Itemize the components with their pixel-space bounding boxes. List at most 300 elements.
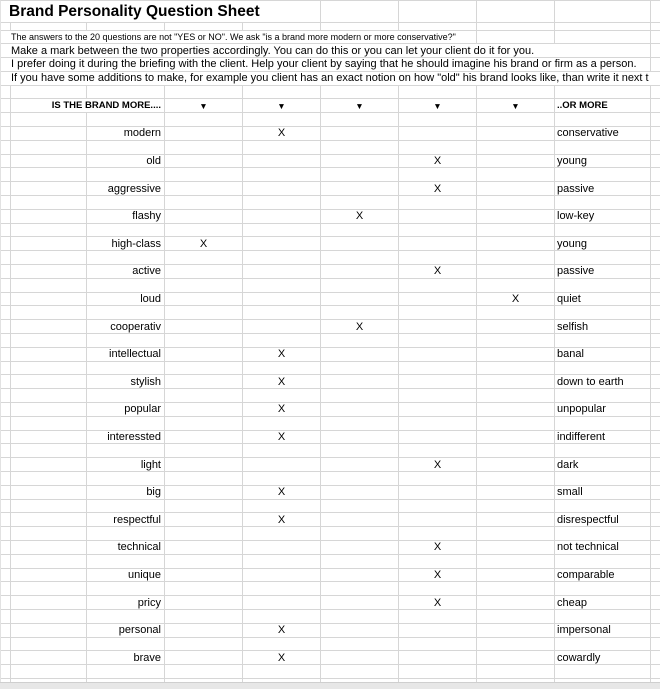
mark-empty-cell[interactable] [399, 210, 477, 223]
empty-cell[interactable] [399, 141, 477, 154]
mark-cell[interactable]: X [399, 541, 477, 554]
empty-cell[interactable] [165, 168, 243, 181]
empty-cell[interactable] [477, 417, 555, 430]
empty-cell[interactable] [399, 251, 477, 264]
empty-cell[interactable] [1, 582, 11, 595]
empty-cell[interactable] [87, 582, 165, 595]
empty-cell[interactable] [321, 224, 399, 237]
mark-empty-cell[interactable] [243, 293, 321, 306]
empty-cell[interactable] [1, 362, 11, 375]
empty-cell[interactable] [651, 31, 660, 44]
empty-cell[interactable] [11, 279, 87, 292]
empty-cell[interactable] [651, 58, 660, 71]
empty-cell[interactable] [165, 610, 243, 623]
empty-cell[interactable] [651, 638, 660, 651]
empty-cell[interactable] [555, 362, 651, 375]
empty-cell[interactable] [87, 306, 165, 319]
mark-cell[interactable]: X [243, 348, 321, 361]
empty-cell[interactable] [87, 168, 165, 181]
empty-cell[interactable] [555, 334, 651, 347]
mark-empty-cell[interactable] [165, 624, 243, 637]
mark-empty-cell[interactable] [477, 155, 555, 168]
empty-cell[interactable] [477, 86, 555, 99]
mark-empty-cell[interactable] [243, 596, 321, 609]
empty-cell[interactable] [165, 86, 243, 99]
mark-empty-cell[interactable] [165, 569, 243, 582]
empty-cell[interactable] [399, 417, 477, 430]
empty-cell[interactable] [399, 306, 477, 319]
mark-empty-cell[interactable] [165, 403, 243, 416]
empty-cell[interactable] [243, 168, 321, 181]
empty-cell[interactable] [1, 555, 11, 568]
empty-cell[interactable] [399, 334, 477, 347]
mark-empty-cell[interactable] [165, 651, 243, 664]
empty-cell[interactable] [87, 113, 165, 126]
mark-empty-cell[interactable] [321, 127, 399, 140]
empty-cell[interactable] [651, 527, 660, 540]
empty-cell[interactable] [1, 665, 11, 678]
empty-cell[interactable] [1, 444, 11, 457]
empty-cell[interactable] [321, 444, 399, 457]
empty-cell[interactable] [399, 500, 477, 513]
empty-cell[interactable] [477, 389, 555, 402]
empty-cell[interactable] [11, 86, 87, 99]
empty-cell[interactable] [243, 86, 321, 99]
empty-cell[interactable] [399, 224, 477, 237]
mark-empty-cell[interactable] [321, 431, 399, 444]
empty-cell[interactable] [87, 334, 165, 347]
mark-empty-cell[interactable] [243, 265, 321, 278]
column-marker-cell[interactable] [243, 99, 321, 112]
empty-cell[interactable] [11, 334, 87, 347]
empty-cell[interactable] [477, 31, 555, 44]
mark-empty-cell[interactable] [321, 569, 399, 582]
mark-empty-cell[interactable] [477, 651, 555, 664]
empty-cell[interactable] [165, 306, 243, 319]
empty-cell[interactable] [243, 113, 321, 126]
empty-cell[interactable] [165, 224, 243, 237]
empty-cell[interactable] [651, 141, 660, 154]
empty-cell[interactable] [321, 610, 399, 623]
empty-cell[interactable] [165, 527, 243, 540]
mark-cell[interactable]: X [243, 486, 321, 499]
empty-cell[interactable] [321, 527, 399, 540]
mark-empty-cell[interactable] [399, 348, 477, 361]
empty-cell[interactable] [11, 141, 87, 154]
empty-cell[interactable] [87, 141, 165, 154]
empty-cell[interactable] [11, 500, 87, 513]
mark-empty-cell[interactable] [165, 541, 243, 554]
empty-cell[interactable] [1, 610, 11, 623]
mark-cell[interactable]: X [243, 651, 321, 664]
mark-cell[interactable]: X [399, 596, 477, 609]
empty-cell[interactable] [11, 224, 87, 237]
empty-cell[interactable] [477, 334, 555, 347]
mark-empty-cell[interactable] [477, 320, 555, 333]
empty-cell[interactable] [87, 86, 165, 99]
mark-cell[interactable]: X [477, 293, 555, 306]
empty-cell[interactable] [321, 196, 399, 209]
mark-empty-cell[interactable] [399, 375, 477, 388]
mark-empty-cell[interactable] [165, 596, 243, 609]
empty-cell[interactable] [243, 334, 321, 347]
empty-cell[interactable] [11, 168, 87, 181]
empty-cell[interactable] [243, 362, 321, 375]
empty-cell[interactable] [11, 306, 87, 319]
mark-empty-cell[interactable] [321, 624, 399, 637]
empty-cell[interactable] [477, 527, 555, 540]
empty-cell[interactable] [321, 306, 399, 319]
empty-cell[interactable] [1, 168, 11, 181]
mark-cell[interactable]: X [243, 127, 321, 140]
empty-cell[interactable] [651, 44, 660, 57]
empty-cell[interactable] [555, 113, 651, 126]
empty-cell[interactable] [651, 444, 660, 457]
empty-cell[interactable] [555, 638, 651, 651]
empty-cell[interactable] [555, 610, 651, 623]
empty-cell[interactable] [555, 417, 651, 430]
empty-cell[interactable] [651, 86, 660, 99]
empty-cell[interactable] [651, 251, 660, 264]
mark-empty-cell[interactable] [243, 458, 321, 471]
empty-cell[interactable] [165, 389, 243, 402]
empty-cell[interactable] [651, 279, 660, 292]
mark-cell[interactable]: X [399, 265, 477, 278]
empty-cell[interactable] [651, 168, 660, 181]
empty-cell[interactable] [11, 638, 87, 651]
empty-cell[interactable] [321, 141, 399, 154]
empty-cell[interactable] [165, 444, 243, 457]
mark-empty-cell[interactable] [321, 513, 399, 526]
mark-empty-cell[interactable] [243, 569, 321, 582]
empty-cell[interactable] [243, 417, 321, 430]
empty-cell[interactable] [651, 417, 660, 430]
empty-cell[interactable] [243, 196, 321, 209]
empty-cell[interactable] [11, 472, 87, 485]
mark-empty-cell[interactable] [321, 375, 399, 388]
mark-empty-cell[interactable] [477, 375, 555, 388]
mark-empty-cell[interactable] [165, 348, 243, 361]
empty-cell[interactable] [555, 582, 651, 595]
empty-cell[interactable] [477, 444, 555, 457]
empty-cell[interactable] [477, 582, 555, 595]
empty-cell[interactable] [555, 444, 651, 457]
mark-empty-cell[interactable] [477, 569, 555, 582]
mark-cell[interactable]: X [243, 431, 321, 444]
empty-cell[interactable] [243, 472, 321, 485]
empty-cell[interactable] [651, 1, 660, 22]
mark-empty-cell[interactable] [399, 403, 477, 416]
empty-cell[interactable] [477, 1, 555, 22]
mark-cell[interactable]: X [243, 513, 321, 526]
mark-empty-cell[interactable] [477, 348, 555, 361]
mark-empty-cell[interactable] [477, 458, 555, 471]
empty-cell[interactable] [243, 279, 321, 292]
mark-empty-cell[interactable] [243, 541, 321, 554]
empty-cell[interactable] [165, 196, 243, 209]
empty-cell[interactable] [243, 251, 321, 264]
mark-empty-cell[interactable] [243, 320, 321, 333]
mark-cell[interactable]: X [243, 624, 321, 637]
mark-empty-cell[interactable] [477, 265, 555, 278]
mark-cell[interactable]: X [243, 375, 321, 388]
empty-cell[interactable] [555, 86, 651, 99]
empty-cell[interactable] [555, 555, 651, 568]
mark-cell[interactable]: X [243, 403, 321, 416]
empty-cell[interactable] [1, 224, 11, 237]
mark-empty-cell[interactable] [321, 293, 399, 306]
empty-cell[interactable] [477, 279, 555, 292]
empty-cell[interactable] [321, 638, 399, 651]
empty-cell[interactable] [651, 224, 660, 237]
mark-empty-cell[interactable] [243, 182, 321, 195]
empty-cell[interactable] [243, 500, 321, 513]
empty-cell[interactable] [165, 279, 243, 292]
empty-cell[interactable] [11, 113, 87, 126]
empty-cell[interactable] [555, 251, 651, 264]
empty-cell[interactable] [555, 196, 651, 209]
empty-cell[interactable] [651, 555, 660, 568]
empty-cell[interactable] [243, 555, 321, 568]
empty-cell[interactable] [477, 610, 555, 623]
mark-empty-cell[interactable] [321, 237, 399, 250]
empty-cell[interactable] [477, 665, 555, 678]
mark-empty-cell[interactable] [165, 458, 243, 471]
mark-empty-cell[interactable] [321, 155, 399, 168]
mark-empty-cell[interactable] [399, 624, 477, 637]
empty-cell[interactable] [321, 168, 399, 181]
empty-cell[interactable] [165, 472, 243, 485]
empty-cell[interactable] [243, 610, 321, 623]
empty-cell[interactable] [165, 582, 243, 595]
mark-cell[interactable]: X [399, 458, 477, 471]
empty-cell[interactable] [1, 500, 11, 513]
mark-empty-cell[interactable] [321, 348, 399, 361]
empty-cell[interactable] [555, 527, 651, 540]
empty-cell[interactable] [11, 610, 87, 623]
empty-cell[interactable] [1, 251, 11, 264]
mark-empty-cell[interactable] [165, 293, 243, 306]
mark-empty-cell[interactable] [165, 182, 243, 195]
empty-cell[interactable] [87, 500, 165, 513]
mark-empty-cell[interactable] [321, 182, 399, 195]
column-marker-cell[interactable] [321, 99, 399, 112]
mark-empty-cell[interactable] [243, 237, 321, 250]
mark-cell[interactable]: X [165, 237, 243, 250]
empty-cell[interactable] [87, 362, 165, 375]
mark-empty-cell[interactable] [165, 486, 243, 499]
mark-empty-cell[interactable] [399, 127, 477, 140]
empty-cell[interactable] [555, 472, 651, 485]
empty-cell[interactable] [1, 638, 11, 651]
empty-cell[interactable] [243, 389, 321, 402]
empty-cell[interactable] [1, 279, 11, 292]
mark-empty-cell[interactable] [477, 182, 555, 195]
empty-cell[interactable] [477, 168, 555, 181]
empty-cell[interactable] [243, 638, 321, 651]
empty-cell[interactable] [87, 417, 165, 430]
empty-cell[interactable] [477, 224, 555, 237]
empty-cell[interactable] [11, 362, 87, 375]
empty-cell[interactable] [243, 141, 321, 154]
mark-empty-cell[interactable] [321, 458, 399, 471]
empty-cell[interactable] [321, 279, 399, 292]
mark-empty-cell[interactable] [165, 127, 243, 140]
mark-empty-cell[interactable] [165, 431, 243, 444]
empty-cell[interactable] [399, 444, 477, 457]
empty-cell[interactable] [477, 472, 555, 485]
empty-cell[interactable] [555, 306, 651, 319]
column-marker-cell[interactable] [399, 99, 477, 112]
empty-cell[interactable] [399, 86, 477, 99]
empty-cell[interactable] [1, 527, 11, 540]
mark-empty-cell[interactable] [399, 431, 477, 444]
empty-cell[interactable] [321, 500, 399, 513]
empty-cell[interactable] [87, 196, 165, 209]
empty-cell[interactable] [399, 362, 477, 375]
mark-empty-cell[interactable] [165, 375, 243, 388]
empty-cell[interactable] [555, 224, 651, 237]
empty-cell[interactable] [651, 665, 660, 678]
mark-empty-cell[interactable] [477, 596, 555, 609]
empty-cell[interactable] [1, 417, 11, 430]
mark-empty-cell[interactable] [321, 541, 399, 554]
mark-empty-cell[interactable] [321, 403, 399, 416]
mark-cell[interactable]: X [399, 155, 477, 168]
mark-empty-cell[interactable] [399, 293, 477, 306]
empty-cell[interactable] [651, 582, 660, 595]
empty-cell[interactable] [87, 527, 165, 540]
mark-empty-cell[interactable] [321, 486, 399, 499]
empty-cell[interactable] [165, 665, 243, 678]
empty-cell[interactable] [477, 306, 555, 319]
empty-cell[interactable] [321, 334, 399, 347]
empty-cell[interactable] [243, 306, 321, 319]
empty-cell[interactable] [321, 389, 399, 402]
empty-cell[interactable] [87, 472, 165, 485]
empty-cell[interactable] [1, 389, 11, 402]
empty-cell[interactable] [165, 638, 243, 651]
mark-empty-cell[interactable] [399, 513, 477, 526]
mark-cell[interactable]: X [321, 210, 399, 223]
mark-empty-cell[interactable] [477, 624, 555, 637]
mark-empty-cell[interactable] [477, 403, 555, 416]
empty-cell[interactable] [1, 113, 11, 126]
empty-cell[interactable] [87, 444, 165, 457]
mark-empty-cell[interactable] [165, 513, 243, 526]
empty-cell[interactable] [555, 279, 651, 292]
empty-cell[interactable] [321, 86, 399, 99]
mark-empty-cell[interactable] [165, 265, 243, 278]
empty-cell[interactable] [399, 168, 477, 181]
mark-empty-cell[interactable] [399, 651, 477, 664]
empty-cell[interactable] [399, 196, 477, 209]
empty-cell[interactable] [555, 141, 651, 154]
empty-cell[interactable] [321, 113, 399, 126]
empty-cell[interactable] [1, 196, 11, 209]
mark-empty-cell[interactable] [477, 541, 555, 554]
empty-cell[interactable] [399, 665, 477, 678]
empty-cell[interactable] [321, 665, 399, 678]
mark-empty-cell[interactable] [399, 486, 477, 499]
empty-cell[interactable] [165, 334, 243, 347]
empty-cell[interactable] [651, 113, 660, 126]
empty-cell[interactable] [1, 472, 11, 485]
empty-cell[interactable] [243, 224, 321, 237]
empty-cell[interactable] [651, 306, 660, 319]
empty-cell[interactable] [321, 251, 399, 264]
empty-cell[interactable] [87, 279, 165, 292]
empty-cell[interactable] [651, 362, 660, 375]
empty-cell[interactable] [477, 555, 555, 568]
empty-cell[interactable] [555, 1, 651, 22]
empty-cell[interactable] [11, 389, 87, 402]
empty-cell[interactable] [651, 610, 660, 623]
mark-cell[interactable]: X [321, 320, 399, 333]
empty-cell[interactable] [165, 141, 243, 154]
empty-cell[interactable] [399, 610, 477, 623]
empty-cell[interactable] [321, 1, 399, 22]
empty-cell[interactable] [321, 472, 399, 485]
empty-cell[interactable] [399, 113, 477, 126]
empty-cell[interactable] [87, 251, 165, 264]
empty-cell[interactable] [399, 555, 477, 568]
mark-empty-cell[interactable] [321, 596, 399, 609]
empty-cell[interactable] [87, 555, 165, 568]
empty-cell[interactable] [165, 500, 243, 513]
empty-cell[interactable] [11, 444, 87, 457]
empty-cell[interactable] [87, 389, 165, 402]
empty-cell[interactable] [555, 389, 651, 402]
mark-empty-cell[interactable] [477, 431, 555, 444]
mark-empty-cell[interactable] [477, 486, 555, 499]
empty-cell[interactable] [87, 610, 165, 623]
empty-cell[interactable] [11, 417, 87, 430]
empty-cell[interactable] [165, 113, 243, 126]
empty-cell[interactable] [1, 306, 11, 319]
column-marker-cell[interactable] [165, 99, 243, 112]
empty-cell[interactable] [399, 279, 477, 292]
empty-cell[interactable] [651, 389, 660, 402]
empty-cell[interactable] [11, 251, 87, 264]
empty-cell[interactable] [321, 582, 399, 595]
empty-cell[interactable] [87, 665, 165, 678]
empty-cell[interactable] [477, 113, 555, 126]
empty-cell[interactable] [1, 141, 11, 154]
empty-cell[interactable] [11, 527, 87, 540]
column-marker-cell[interactable] [477, 99, 555, 112]
empty-cell[interactable] [87, 638, 165, 651]
empty-cell[interactable] [243, 527, 321, 540]
empty-cell[interactable] [243, 665, 321, 678]
empty-cell[interactable] [477, 362, 555, 375]
empty-cell[interactable] [477, 196, 555, 209]
empty-cell[interactable] [651, 472, 660, 485]
mark-empty-cell[interactable] [477, 513, 555, 526]
empty-cell[interactable] [11, 582, 87, 595]
empty-cell[interactable] [165, 417, 243, 430]
empty-cell[interactable] [165, 251, 243, 264]
empty-cell[interactable] [399, 472, 477, 485]
mark-empty-cell[interactable] [165, 155, 243, 168]
mark-empty-cell[interactable] [243, 210, 321, 223]
empty-cell[interactable] [399, 389, 477, 402]
empty-cell[interactable] [651, 500, 660, 513]
empty-cell[interactable] [11, 665, 87, 678]
empty-cell[interactable] [399, 527, 477, 540]
empty-cell[interactable] [651, 334, 660, 347]
empty-cell[interactable] [321, 555, 399, 568]
